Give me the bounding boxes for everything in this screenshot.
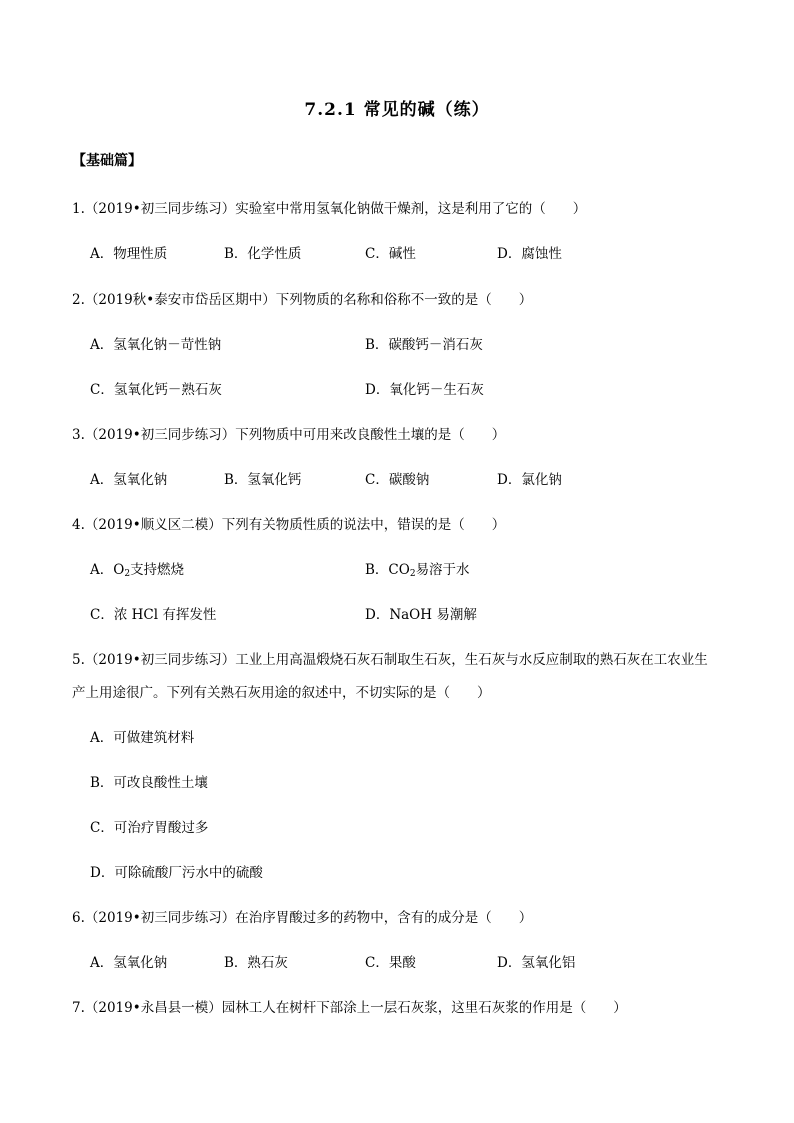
question-2-option-a: A．氢氧化钠－苛性钠	[90, 337, 222, 353]
question-1-option-d: D．腐蚀性	[497, 246, 562, 262]
question-4-option-c: C．浓 HCl 有挥发性	[90, 607, 217, 623]
question-2-option-c: C．氢氧化钙－熟石灰	[90, 382, 222, 398]
question-1-option-b: B．化学性质	[224, 246, 302, 262]
question-7-stem: 7.（2019•永昌县一模）园林工人在树杆下部涂上一层石灰浆，这里石灰浆的作用是（ ）	[72, 1000, 627, 1016]
question-3-option-a: A．氢氧化钠	[90, 472, 168, 488]
question-3-option-d: D．氯化钠	[497, 472, 562, 488]
question-5-option-b: B．可改良酸性土壤	[90, 775, 208, 791]
question-6-option-c: C．果酸	[365, 955, 416, 971]
question-6-option-a: A．氢氧化钠	[90, 955, 168, 971]
question-4-option-a: A．$O_2$支持燃烧	[90, 562, 185, 579]
question-3-option-b: B．氢氧化钙	[224, 472, 302, 488]
question-2-option-d: D．氧化钙－生石灰	[365, 382, 484, 398]
question-2-option-b: B．碳酸钙－消石灰	[365, 337, 483, 353]
question-5-stem-line-2: 产上用途很广。下列有关熟石灰用途的叙述中，不切实际的是（ ）	[72, 685, 491, 701]
question-5-option-c: C．可治疗胃酸过多	[90, 820, 209, 836]
question-6-stem: 6.（2019•初三同步练习）在治序胃酸过多的药物中，含有的成分是（ ）	[72, 910, 533, 926]
question-5-option-d: D．可除硫酸厂污水中的硫酸	[90, 865, 263, 881]
question-3-stem: 3.（2019•初三同步练习）下列物质中可用来改良酸性土壤的是（ ）	[72, 427, 506, 443]
question-3-option-c: C．碳酸钠	[365, 472, 430, 488]
question-6-option-b: B．熟石灰	[224, 955, 288, 971]
question-2-stem: 2.（2019秋•泰安市岱岳区期中）下列物质的名称和俗称不一致的是（ ）	[72, 292, 533, 308]
question-5-stem-line-1: 5.（2019•初三同步练习）工业上用高温煅烧石灰石制取生石灰，生石灰与水反应制取的熟石灰在工农业生	[72, 652, 708, 668]
question-1-stem: 1.（2019•初三同步练习）实验室中常用氢氧化钠做干燥剂，这是利用了它的（ ）	[72, 201, 587, 217]
question-4-stem: 4.（2019•顺义区二模）下列有关物质性质的说法中，错误的是（ ）	[72, 517, 506, 533]
section-heading: 【基础篇】	[72, 153, 142, 169]
question-6-option-d: D．氢氧化铝	[497, 955, 576, 971]
question-4-option-b: B．$CO_2$易溶于水	[365, 562, 470, 579]
question-1-option-a: A．物理性质	[90, 246, 168, 262]
question-5-option-a: A．可做建筑材料	[90, 730, 195, 746]
question-4-option-d: D．NaOH 易潮解	[365, 607, 477, 623]
question-1-option-c: C．碱性	[365, 246, 416, 262]
page-title: 7.2.1 常见的碱（练）	[304, 100, 490, 120]
